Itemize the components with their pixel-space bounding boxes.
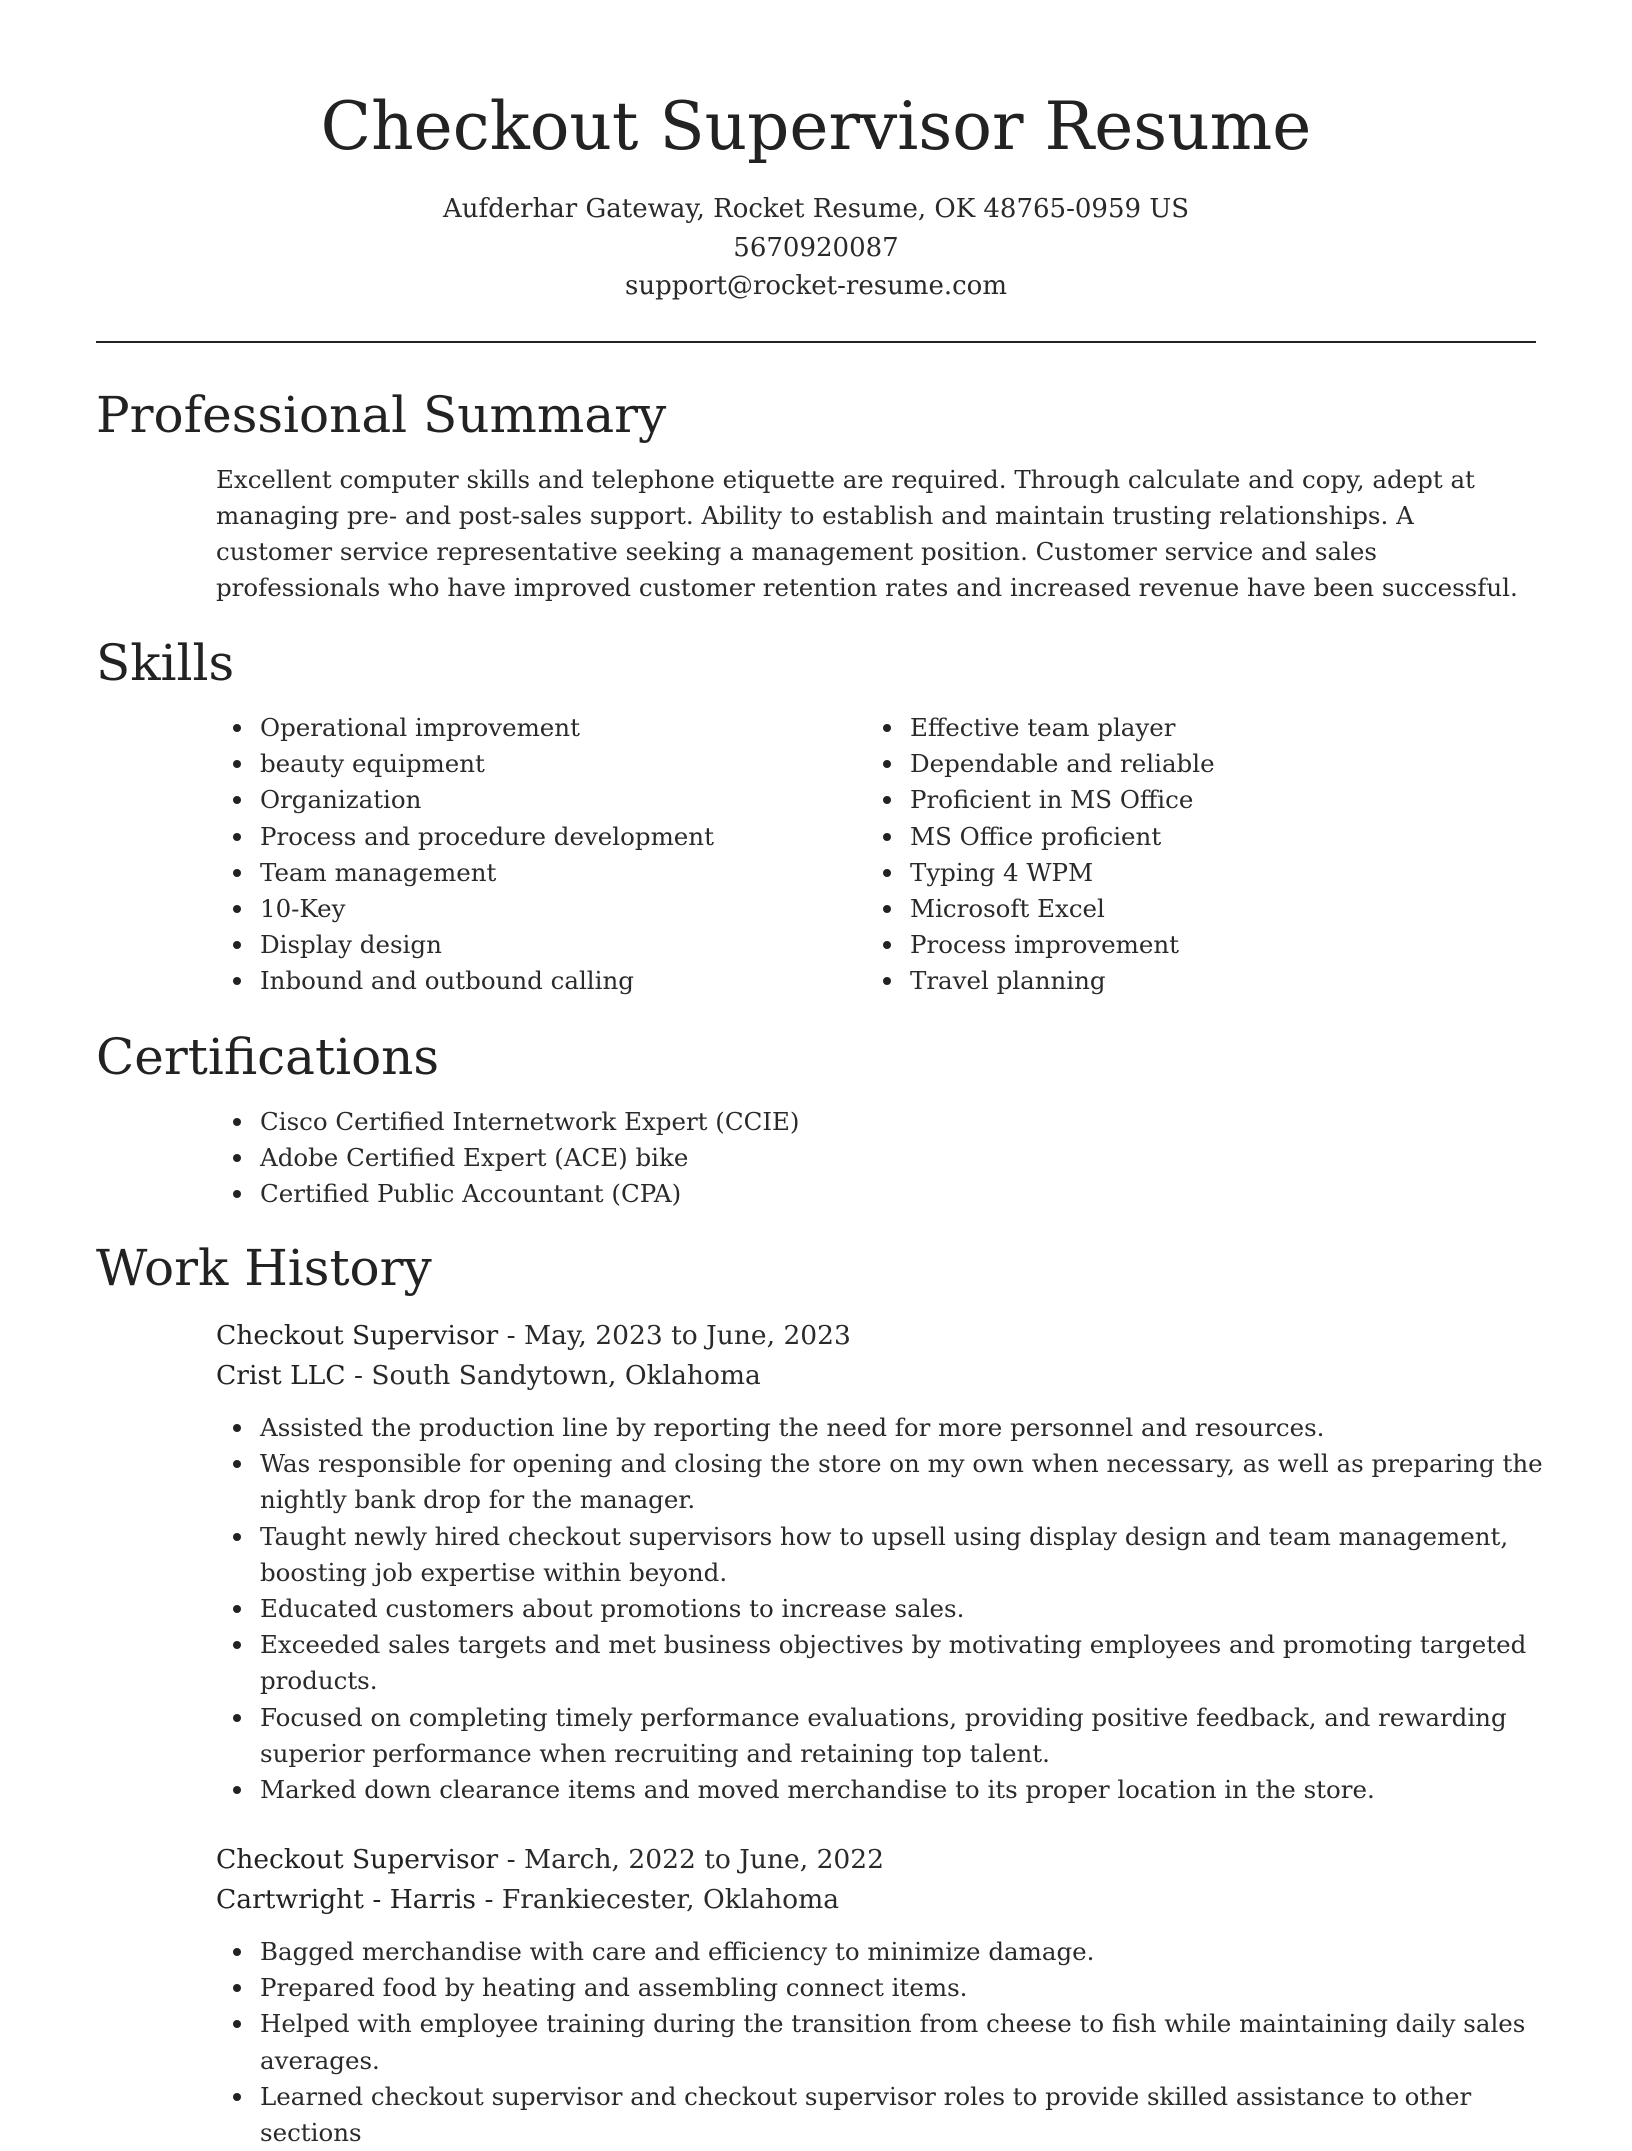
certifications-list	[216, 1104, 1540, 1213]
list-item: Typing 4 WPM	[910, 855, 1550, 891]
work-history-heading: Work History	[96, 1239, 432, 1297]
bullet-icon	[883, 941, 891, 949]
contact-address: Aufderhar Gateway, Rocket Resume, OK 48765-0959 US	[442, 194, 1190, 224]
bullet-icon	[233, 1948, 241, 1956]
job-1-role: Checkout Supervisor	[216, 1320, 499, 1351]
list-item: Was responsible for opening and closing the store on my own when necessary, as well as preparing the nightly bank drop for the manager.	[260, 1446, 1546, 1518]
list-item: Focused on completing timely performance evaluations, providing positive feedback, and rewarding superior performance when recruiting and retaining top talent.	[260, 1700, 1546, 1772]
list-item: Process and procedure development	[260, 819, 860, 855]
header-divider	[96, 341, 1536, 343]
certifications-heading: Certifications	[96, 1028, 440, 1086]
bullet-icon	[233, 1984, 241, 1992]
list-item: Marked down clearance items and moved merchandise to its proper location in the store.	[260, 1772, 1546, 1808]
job-1-company: Crist LLC	[216, 1360, 346, 1391]
bullet-icon	[233, 724, 241, 732]
bullet-icon	[883, 760, 891, 768]
bullet-icon	[883, 833, 891, 841]
bullet-icon	[233, 1190, 241, 1198]
contact-phone: 5670920087	[733, 232, 899, 263]
list-item: Microsoft Excel	[910, 891, 1550, 927]
list-item: Bagged merchandise with care and efficiency to minimize damage.	[260, 1934, 1546, 1970]
list-item: Display design	[260, 927, 860, 963]
bullet-icon	[233, 905, 241, 913]
list-item: Assisted the production line by reporting the need for more personnel and resources.	[260, 1410, 1546, 1446]
job-1-title-line	[216, 1316, 851, 1356]
list-item: Certified Public Accountant (CPA)	[260, 1176, 1540, 1212]
summary-heading: Professional Summary	[96, 386, 667, 444]
bullet-icon	[233, 1424, 241, 1432]
list-item: Proficient in MS Office	[910, 782, 1550, 818]
job-1-company-line	[216, 1356, 761, 1396]
bullet-icon	[233, 1154, 241, 1162]
bullet-icon	[233, 1641, 241, 1649]
bullet-icon	[233, 1460, 241, 1468]
list-item: Team management	[260, 855, 860, 891]
list-item: 10-Key	[260, 891, 860, 927]
bullet-icon	[233, 1786, 241, 1794]
contact-email: support@rocket-resume.com	[624, 271, 1007, 301]
bullet-icon	[883, 869, 891, 877]
skills-heading: Skills	[96, 634, 235, 692]
bullet-icon	[233, 2093, 241, 2101]
list-item: Taught newly hired checkout supervisors how to upsell using display design and team management, boosting job expertise within beyond.	[260, 1519, 1546, 1591]
job-2-location: - Frankiecester, Oklahoma	[476, 1884, 840, 1915]
bullet-icon	[883, 905, 891, 913]
bullet-icon	[233, 1533, 241, 1541]
bullet-icon	[883, 796, 891, 804]
list-item: Learned checkout supervisor and checkout supervisor roles to provide skilled assistance to other sections	[260, 2079, 1546, 2151]
skills-list-right	[866, 710, 1550, 1000]
list-item: Process improvement	[910, 927, 1550, 963]
bullet-icon	[233, 833, 241, 841]
job-2-company-line	[216, 1880, 839, 1920]
bullet-icon	[233, 796, 241, 804]
list-item: Travel planning	[910, 963, 1550, 999]
bullet-icon	[233, 869, 241, 877]
job-2-duties	[216, 1934, 1546, 2151]
bullet-icon	[883, 724, 891, 732]
bullet-icon	[233, 1118, 241, 1126]
job-1-duties	[216, 1410, 1546, 1808]
job-1-dates: - May, 2023 to June, 2023	[498, 1320, 851, 1351]
bullet-icon	[233, 1605, 241, 1613]
list-item: Educated customers about promotions to increase sales.	[260, 1591, 1546, 1627]
bullet-icon	[233, 760, 241, 768]
bullet-icon	[883, 977, 891, 985]
bullet-icon	[233, 1714, 241, 1722]
bullet-icon	[233, 977, 241, 985]
list-item: Operational improvement	[260, 710, 860, 746]
list-item: Prepared food by heating and assembling connect items.	[260, 1970, 1546, 2006]
skills-list-left	[216, 710, 860, 1000]
list-item: beauty equipment	[260, 746, 860, 782]
job-2-title-line	[216, 1840, 884, 1880]
list-item: Adobe Certified Expert (ACE) bike	[260, 1140, 1540, 1176]
contact-block	[0, 190, 1632, 306]
job-2-role: Checkout Supervisor	[216, 1844, 499, 1875]
bullet-icon	[233, 941, 241, 949]
bullet-icon	[233, 2020, 241, 2028]
list-item: Effective team player	[910, 710, 1550, 746]
list-item: Helped with employee training during the transition from cheese to fish while maintaining daily sales averages.	[260, 2006, 1546, 2078]
list-item: Cisco Certified Internetwork Expert (CCIE)	[260, 1104, 1540, 1140]
list-item: Organization	[260, 782, 860, 818]
list-item: Exceeded sales targets and met business objectives by motivating employees and promoting targeted products.	[260, 1627, 1546, 1699]
list-item: MS Office proficient	[910, 819, 1550, 855]
job-2-company: Cartwright - Harris	[216, 1884, 477, 1915]
list-item: Inbound and outbound calling	[260, 963, 860, 999]
summary-text: Excellent computer skills and telephone etiquette are required. Through calculate and copy, adept at managing pre- and post-sales support. Ability to establish and maintain trusting relationships. A customer service representative seeking a management position. Customer service and sales professionals who have improved customer retention rates and increased revenue have been successful.	[216, 465, 1518, 602]
resume-title: Checkout Supervisor Resume	[320, 88, 1312, 165]
job-2-dates: - March, 2022 to June, 2022	[498, 1844, 885, 1875]
job-1-location: - South Sandytown, Oklahoma	[345, 1360, 761, 1391]
list-item: Dependable and reliable	[910, 746, 1550, 782]
